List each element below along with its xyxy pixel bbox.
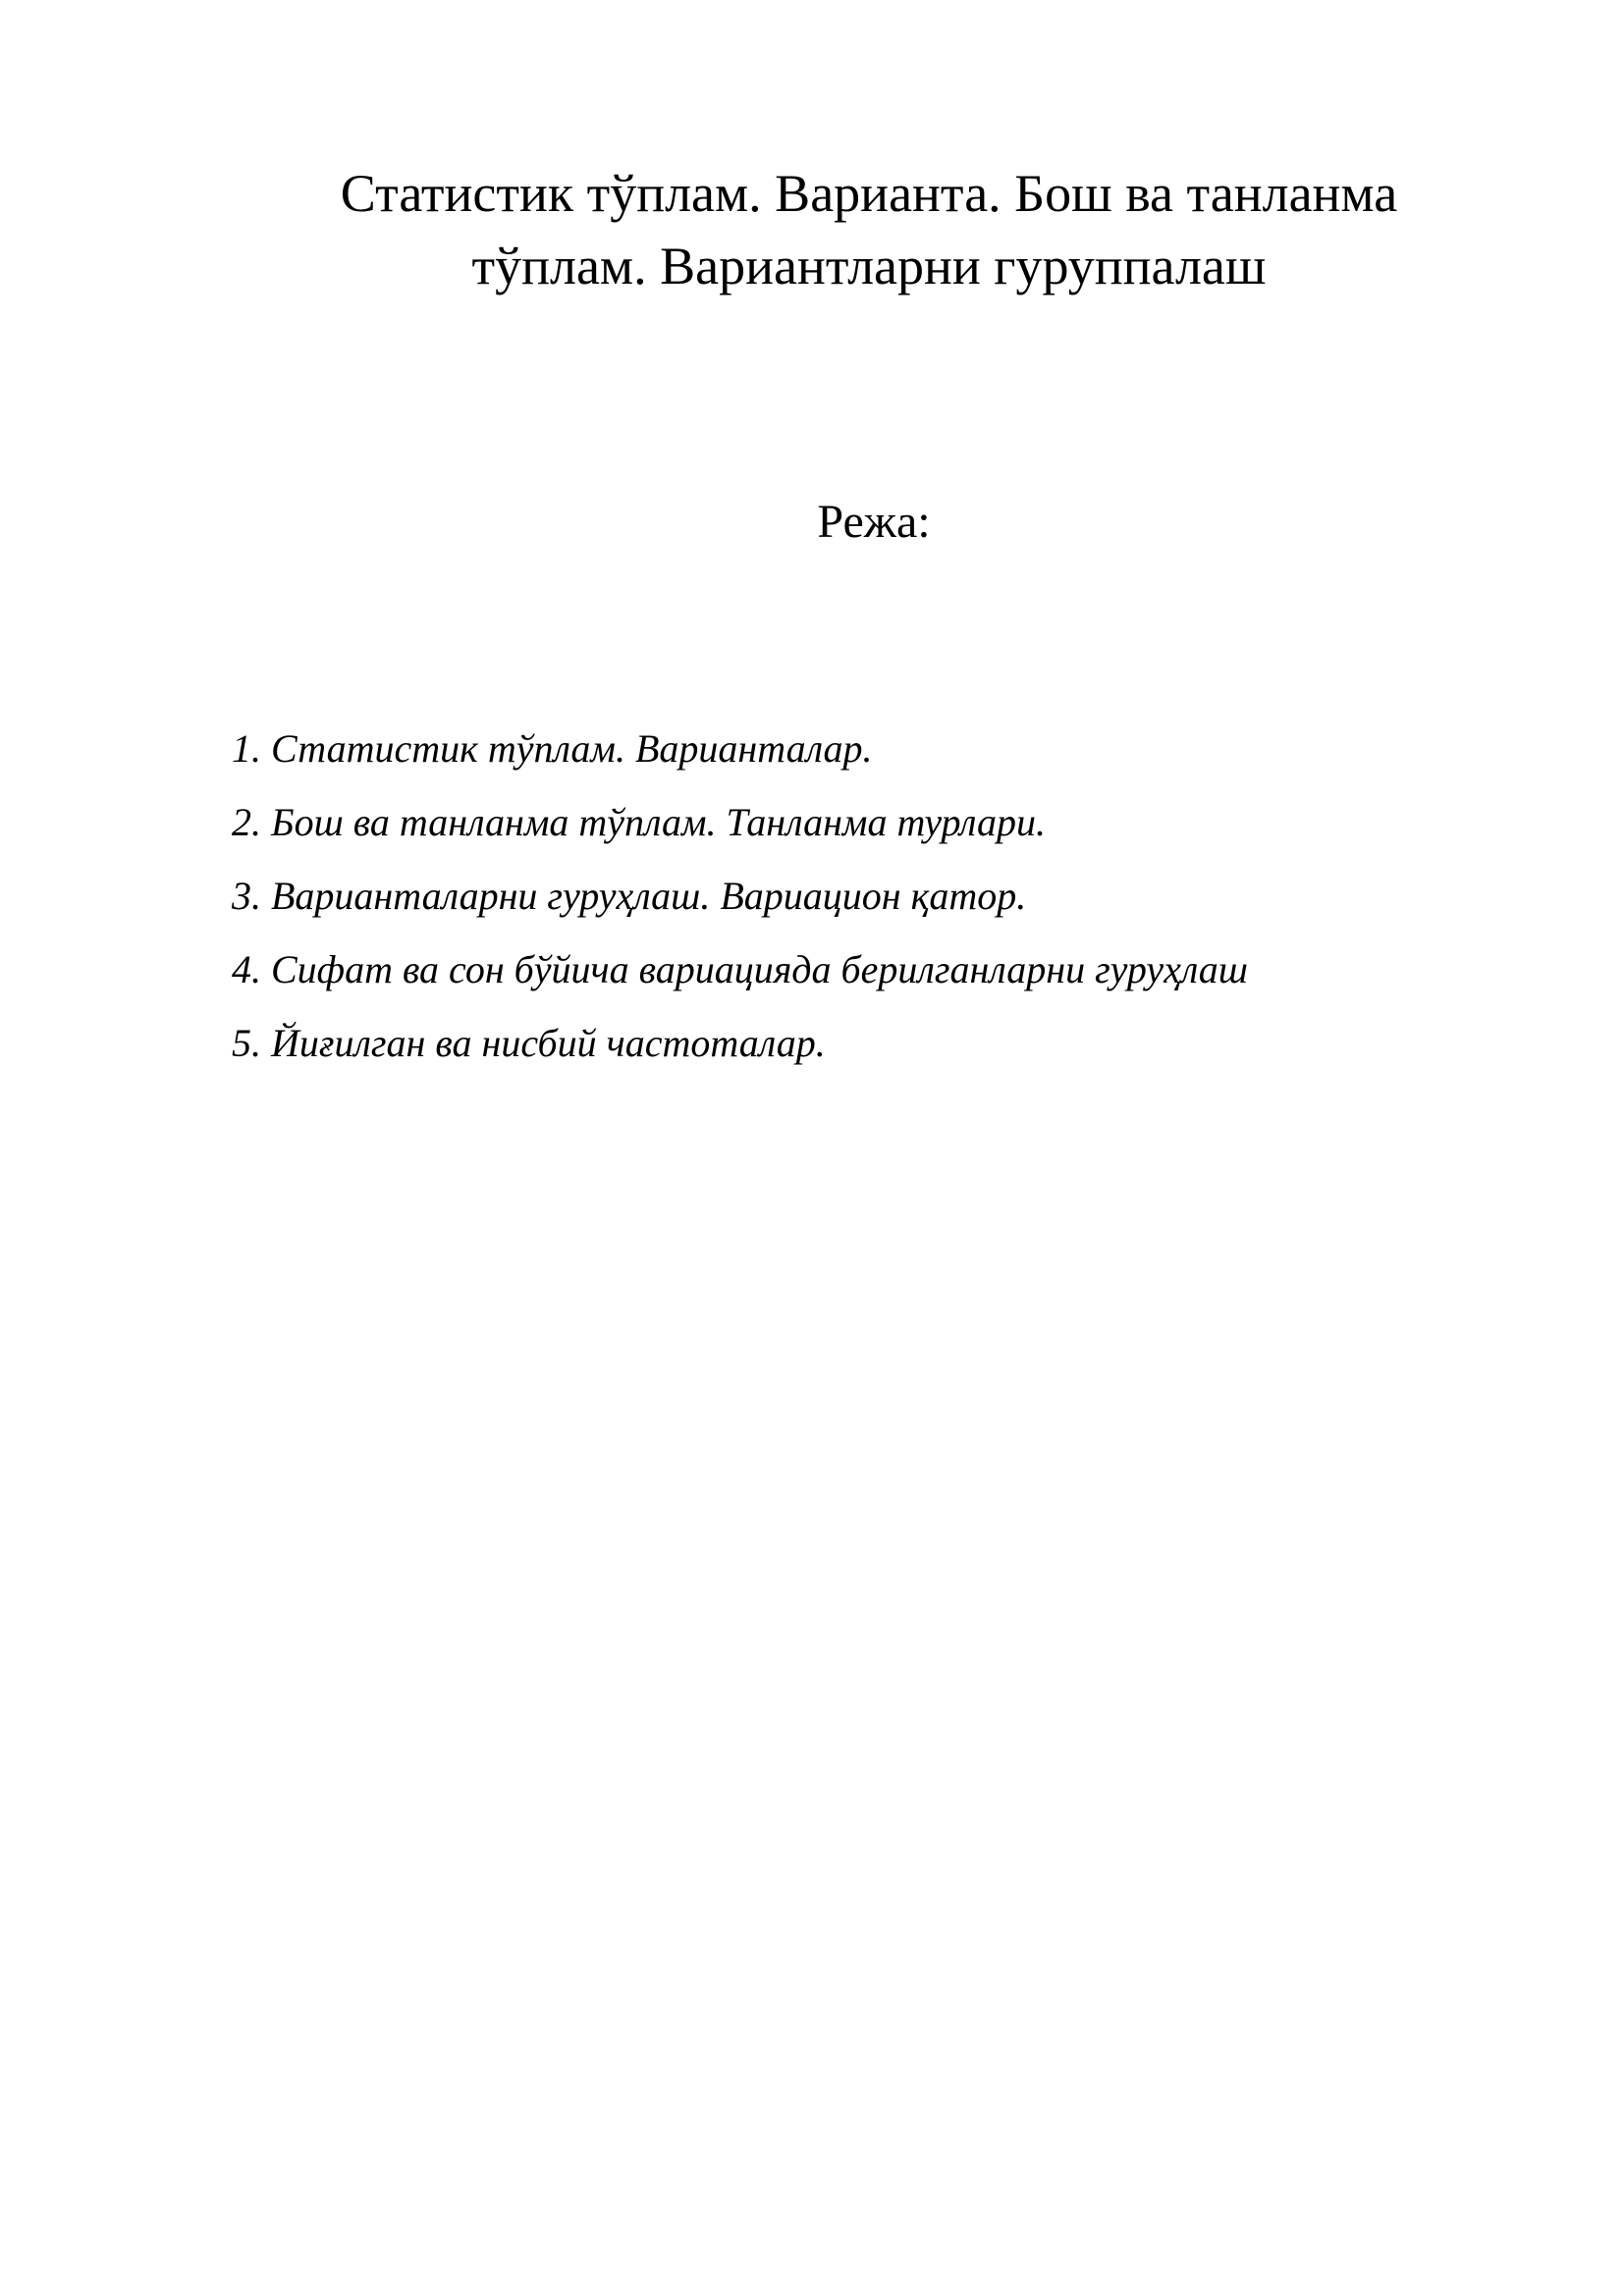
- plan-item-4: 4. Сифат ва сон бўйича вариацияда берилганларни гуруҳлаш: [232, 947, 1248, 991]
- plan-item-2: 2. Бош ва танланма тўплам. Танланма турлари.: [232, 800, 1046, 844]
- plan-heading: Режа:: [817, 496, 931, 548]
- plan-item-3: 3. Варианталарни гуруҳлаш. Вариацион қатор.: [232, 874, 1027, 918]
- plan-item-5: 5. Йиғилган ва нисбий частоталар.: [232, 1021, 826, 1065]
- plan-list: [232, 724, 1508, 1093]
- document-title: [245, 157, 1492, 302]
- document-title-line-1: Статистик тўплам. Варианта. Бош ва танланма: [340, 164, 1398, 223]
- plan-item-1: 1. Статистик тўплам. Варианталар.: [232, 726, 873, 771]
- document-title-line-2: тўплам. Вариантларни гуруппалаш: [471, 237, 1267, 295]
